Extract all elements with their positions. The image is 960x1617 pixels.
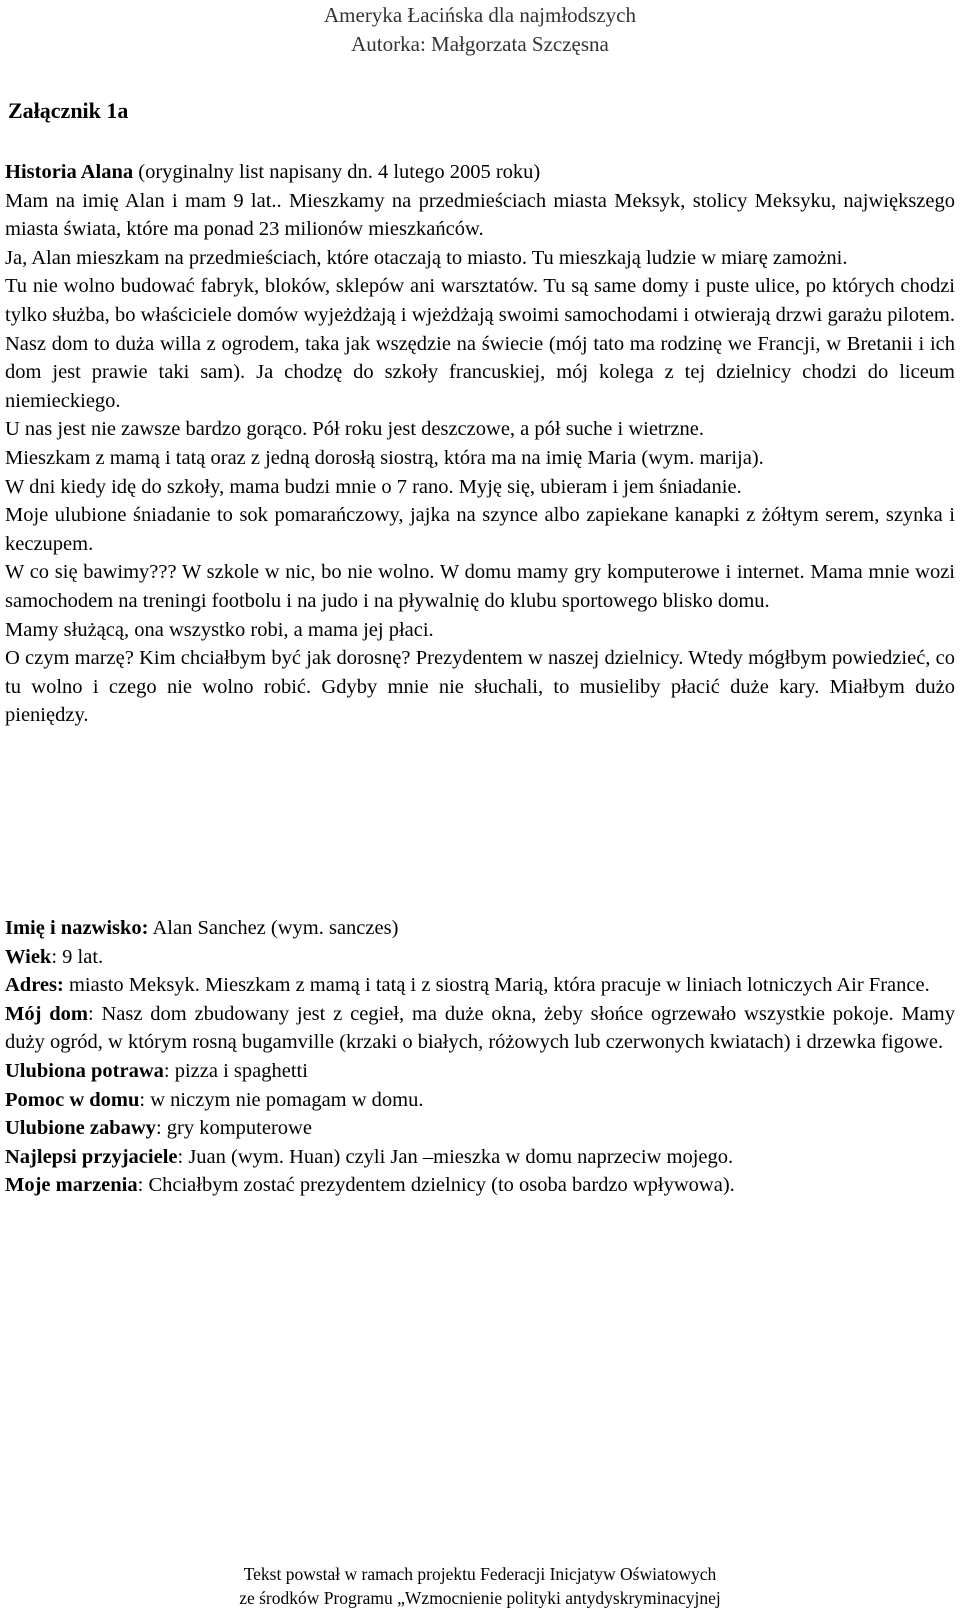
story-paragraph: W dni kiedy idę do szkoły, mama budzi mnie o 7 rano. Myję się, ubieram i jem śniadanie. xyxy=(5,475,742,498)
profile-value: : gry komputerowe xyxy=(155,1117,312,1140)
profile-row xyxy=(5,914,955,943)
story-paragraph: Tu nie wolno budować fabryk, bloków, sklepów ani warsztatów. Tu są same domy i puste ulice, po których chodzi tylko służba, bo właściciele domów wyjeżdżają i wjeżdżają swoimi samochodami i otwierają drzwi garażu pilotem. Nasz dom to duża willa z ogrodem, taka jak wszędzie na świecie (mój tato ma rodzinę we Francji, w Bretanii i ich dom jest prawie taki sam). Ja chodzę do szkoły francuskiej, mój kolega z tej dzielnicy chodzi do liceum niemieckiego. xyxy=(5,275,955,412)
story-paragraph: W co się bawimy??? W szkole w nic, bo nie wolno. W domu mamy gry komputerowe i internet. Mama mnie wozi samochodem na treningi footbolu i na judo i na pływalnię do klubu sportowego blisko domu. xyxy=(5,561,955,612)
profile-row xyxy=(5,971,955,1000)
profile-row xyxy=(5,1086,955,1115)
profile-label: Mój dom xyxy=(5,1002,88,1025)
header-title: Ameryka Łacińska dla najmłodszych xyxy=(324,3,636,27)
profile-section xyxy=(5,914,955,1200)
story-paragraph: Mamy służącą, ona wszystko robi, a mama jej płaci. xyxy=(5,618,434,641)
story-paragraph: Mam na imię Alan i mam 9 lat.. Mieszkamy na przedmieściach miasta Meksyk, stolicy Meksyku, największego miasta świata, które ma ponad 23 milionów mieszkańców. xyxy=(5,189,955,241)
story-paragraph: Mieszkam z mamą i tatą oraz z jedną dorosłą siostrą, która ma na imię Maria (wym. marija). xyxy=(5,446,764,469)
profile-label: Moje marzenia xyxy=(5,1174,138,1197)
profile-row xyxy=(5,1114,955,1143)
profile-label: Ulubione zabawy xyxy=(5,1117,156,1140)
document-footer xyxy=(0,1562,960,1610)
story-paragraph: O czym marzę? Kim chciałbym być jak dorosnę? Prezydentem w naszej dzielnicy. Wtedy mógłbym powiedzieć, co tu wolno i czego nie wolno robić. Gdyby mnie nie słuchali, to musieliby płacić duże kary. Miałbym dużo pieniędzy. xyxy=(5,647,955,727)
footer-line: Tekst powstał w ramach projektu Federacji Inicjatyw Oświatowych xyxy=(243,1564,717,1584)
story-paragraph: Moje ulubione śniadanie to sok pomarańczowy, jajka na szynce albo zapiekane kanapki z żółtym serem, szynka i keczupem. xyxy=(5,504,955,555)
profile-value: miasto Meksyk. Mieszkam z mamą i tatą i z siostrą Marią, która pracuje w liniach lotniczych Air France. xyxy=(63,974,930,997)
profile-label: Imię i nazwisko: xyxy=(5,917,149,939)
story-title-rest: (oryginalny list napisany dn. 4 lutego 2005 roku) xyxy=(133,161,541,183)
story-title-bold: Historia Alana xyxy=(5,161,134,183)
profile-value: : Chciałbym zostać prezydentem dzielnicy (to osoba bardzo wpływowa). xyxy=(137,1174,735,1197)
profile-row xyxy=(5,1171,955,1200)
story-title xyxy=(5,158,955,187)
attachment-title: Załącznik 1a xyxy=(8,98,129,123)
profile-label: Najlepsi przyjaciele xyxy=(5,1145,178,1168)
profile-value: : pizza i spaghetti xyxy=(163,1059,308,1082)
profile-row xyxy=(5,1000,955,1057)
header-author: Autorka: Małgorzata Szczęsna xyxy=(351,32,609,56)
profile-value: : Nasz dom zbudowany jest z cegieł, ma duże okna, żeby słońce ogrzewało wszystkie pokoje. Mamy duży ogród, w którym rosną bugamville (krzaki o białych, różowych lub czerwonych kwiatach) i drzewka figowe. xyxy=(5,1002,956,1054)
story-paragraph: U nas jest nie zawsze bardzo gorąco. Pół roku jest deszczowe, a pół suche i wietrzne. xyxy=(5,418,705,441)
profile-value: : w niczym nie pomagam w domu. xyxy=(139,1088,424,1111)
profile-value: Alan Sanchez (wym. sanczes) xyxy=(148,917,399,939)
document-header xyxy=(0,0,960,59)
profile-label: Pomoc w domu xyxy=(5,1088,140,1111)
profile-label: Adres: xyxy=(5,974,64,997)
story-paragraph: Ja, Alan mieszkam na przedmieściach, które otaczają to miasto. Tu mieszkają ludzie w miarę zamożni. xyxy=(5,246,848,269)
profile-row xyxy=(5,1057,955,1086)
profile-row xyxy=(5,943,955,972)
profile-value: : 9 lat. xyxy=(51,945,104,968)
profile-value: : Juan (wym. Huan) czyli Jan –mieszka w domu naprzeciw mojego. xyxy=(177,1145,734,1168)
profile-row xyxy=(5,1143,955,1172)
footer-line: ze środków Programu „Wzmocnienie polityki antydyskryminacyjnej xyxy=(239,1588,721,1608)
story-section xyxy=(5,158,955,730)
profile-label: Ulubiona potrawa xyxy=(5,1059,164,1082)
profile-label: Wiek xyxy=(5,945,52,968)
